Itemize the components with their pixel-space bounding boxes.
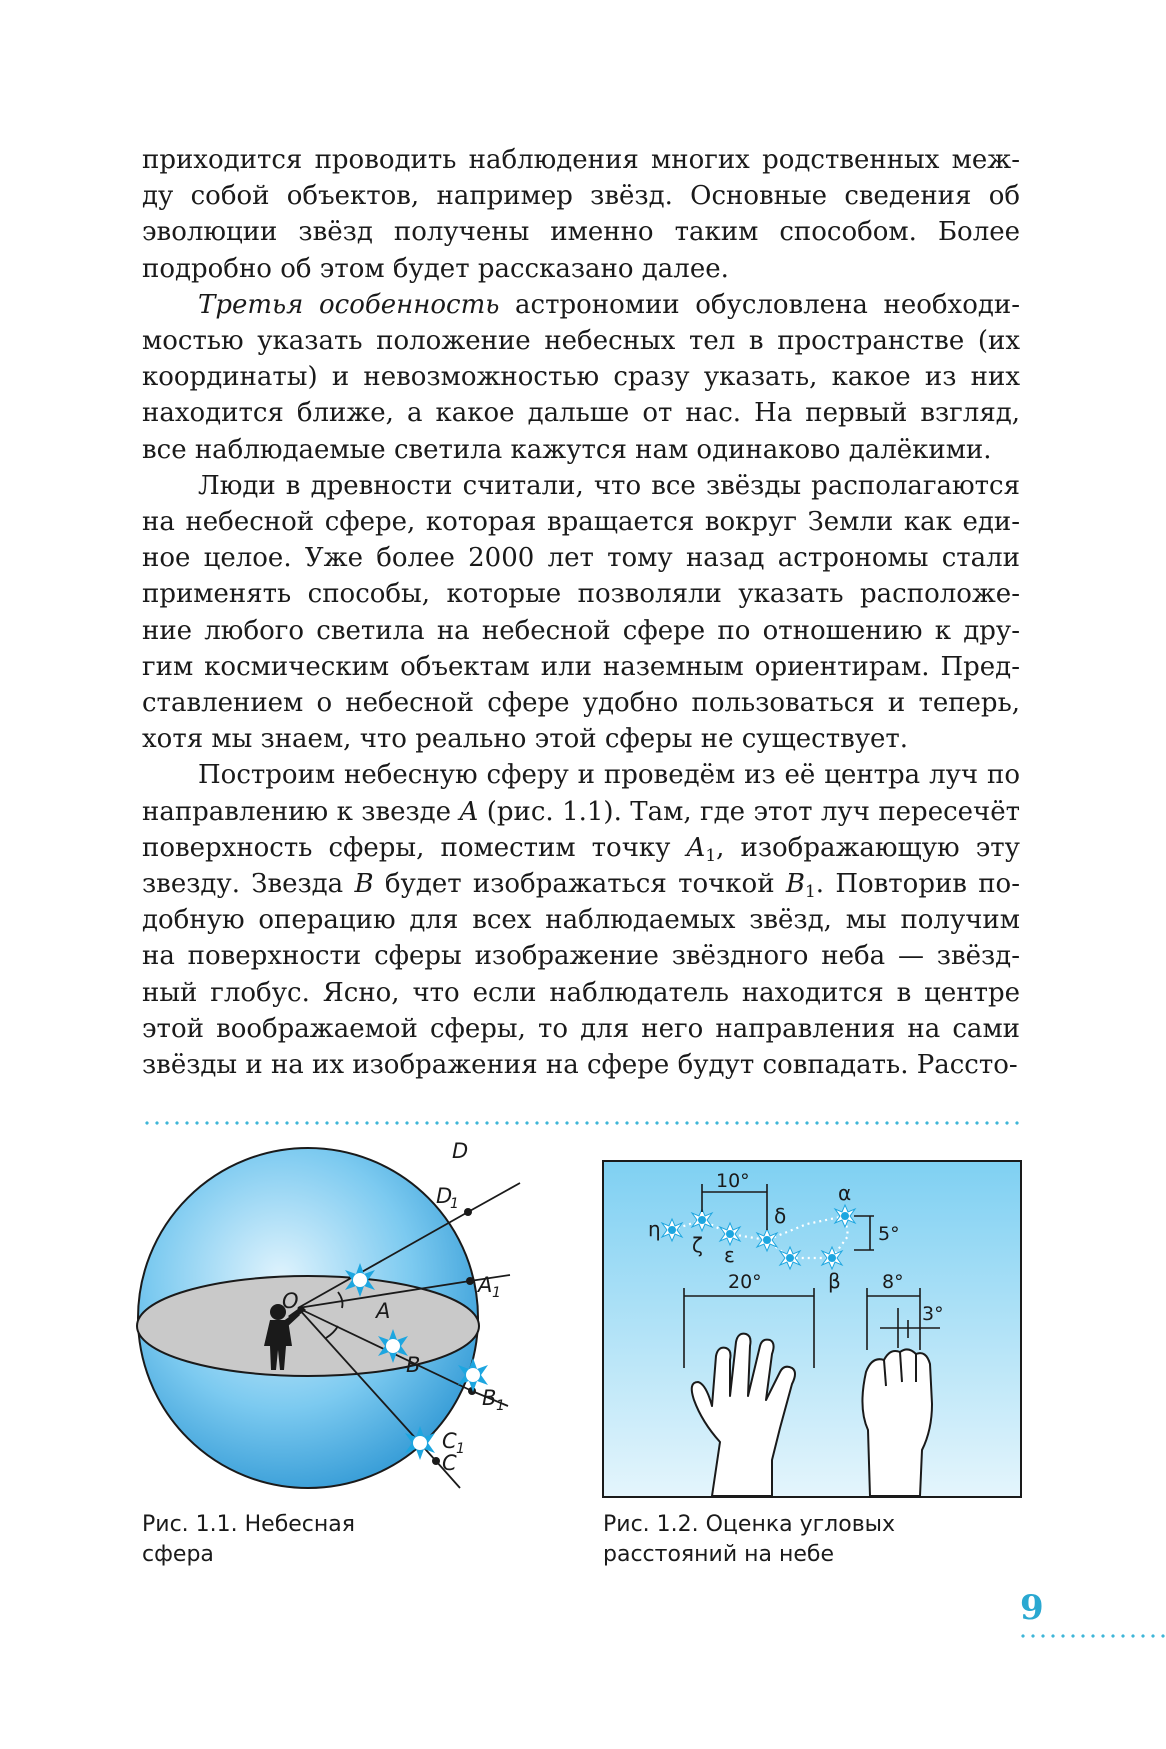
label-D1: D <box>436 1184 453 1208</box>
label-10-degrees: 10° <box>716 1170 750 1192</box>
label-3-degrees: 3° <box>922 1303 944 1325</box>
paragraph-2 <box>142 287 1020 468</box>
emphasis-third-feature: Третья особенность <box>198 289 500 320</box>
paragraph-1: приходится проводить наблюдения многих родственных между собой объектов, например звёзд. Основные сведения об эволюции звёзд получены именно таким способом. Более подробно об этом будет рассказано далее. <box>142 145 1020 284</box>
label-C: C <box>442 1451 457 1475</box>
symbol-B: B <box>354 869 374 900</box>
label-delta: δ <box>774 1204 787 1228</box>
p4-part-e: . Повторив подобную операцию для всех наблюдаемых звёзд, мы получим на поверхности сферы изображение звёздного неба — звёздный глобус. Ясно, что если наблюдатель находится в центре этой воображаемой сферы, то для него направления на сами звёзды и на их изображения на сфере будут совпадать. Рассто- <box>142 869 1021 1081</box>
figure-1-caption: Рис. 1.1. Небесная сфера <box>142 1512 355 1567</box>
label-D: D <box>452 1140 469 1163</box>
label-A1: A <box>478 1273 493 1297</box>
p4-part-b: (рис. 1.1). Там, где этот луч пересечёт поверхность сферы, поместим точку <box>142 796 1020 863</box>
label-20-degrees: 20° <box>728 1271 762 1293</box>
angular-distance-figure <box>602 1160 1022 1500</box>
label-C1: C <box>442 1429 457 1453</box>
label-B1: B <box>482 1386 497 1410</box>
horizon-plane <box>137 1276 479 1376</box>
figure-2-caption: Рис. 1.2. Оценка угловых расстояний на небе <box>603 1512 896 1567</box>
paragraph-4 <box>142 757 1020 1083</box>
page-number: 9 <box>1020 1588 1044 1628</box>
label-C1-sub: 1 <box>456 1441 465 1457</box>
label-beta: β <box>828 1269 841 1293</box>
symbol-B1-subscript: 1 <box>804 882 816 903</box>
label-A1-sub: 1 <box>492 1285 501 1301</box>
paragraph-2-text: астрономии обусловлена необходимостью указать положение небесных тел в пространстве (их координаты) и невозможностью сразу указать, какое из них находится ближе, а какое дальше от нас. На первый взгляд, все наблюдаемые светила кажутся нам одинаково далёкими. <box>142 289 1020 465</box>
label-5-degrees: 5° <box>878 1223 900 1245</box>
fist-hand-icon <box>862 1349 932 1496</box>
label-O: O <box>282 1289 299 1313</box>
label-epsilon: ε <box>724 1243 735 1267</box>
celestial-sphere-figure <box>130 1140 570 1550</box>
label-8-degrees: 8° <box>882 1271 904 1293</box>
label-A: A <box>376 1299 391 1323</box>
label-D1-sub: 1 <box>450 1196 459 1212</box>
symbol-A: A <box>459 796 479 827</box>
label-B1-sub: 1 <box>496 1398 505 1414</box>
label-eta: η <box>648 1217 661 1241</box>
footer-dotted-line <box>1018 1634 1166 1638</box>
symbol-B1: B <box>785 869 805 900</box>
symbol-A1-subscript: 1 <box>705 845 717 866</box>
p4-part-d: будет изображаться точкой <box>373 869 786 900</box>
label-B: B <box>406 1353 421 1377</box>
label-alpha: α <box>838 1181 852 1205</box>
p4-part-c: , изображающую эту звезду. Звезда <box>142 832 1020 900</box>
body-text <box>142 142 1020 1083</box>
p4-part-a: Построим небесную сферу и проведём из её центра луч по направлению к звезде <box>142 760 1020 827</box>
section-dotted-divider <box>142 1121 1020 1125</box>
sky-panel <box>603 1161 1021 1497</box>
label-zeta: ζ <box>692 1233 703 1257</box>
symbol-A1: A <box>686 832 706 863</box>
paragraph-3: Люди в древности считали, что все звёзды располагаются на небесной сфере, которая вращается вокруг Земли как единое целое. Уже более 2000 лет тому назад астрономы стали применять способы, которые позволяли указать расположение любого светила на небесной сфере по отношению к другим космическим объектам или наземным ориентирам. Представлением о небесной сфере удобно пользоваться и теперь, хотя мы знаем, что реально этой сферы не существует. <box>142 470 1020 755</box>
